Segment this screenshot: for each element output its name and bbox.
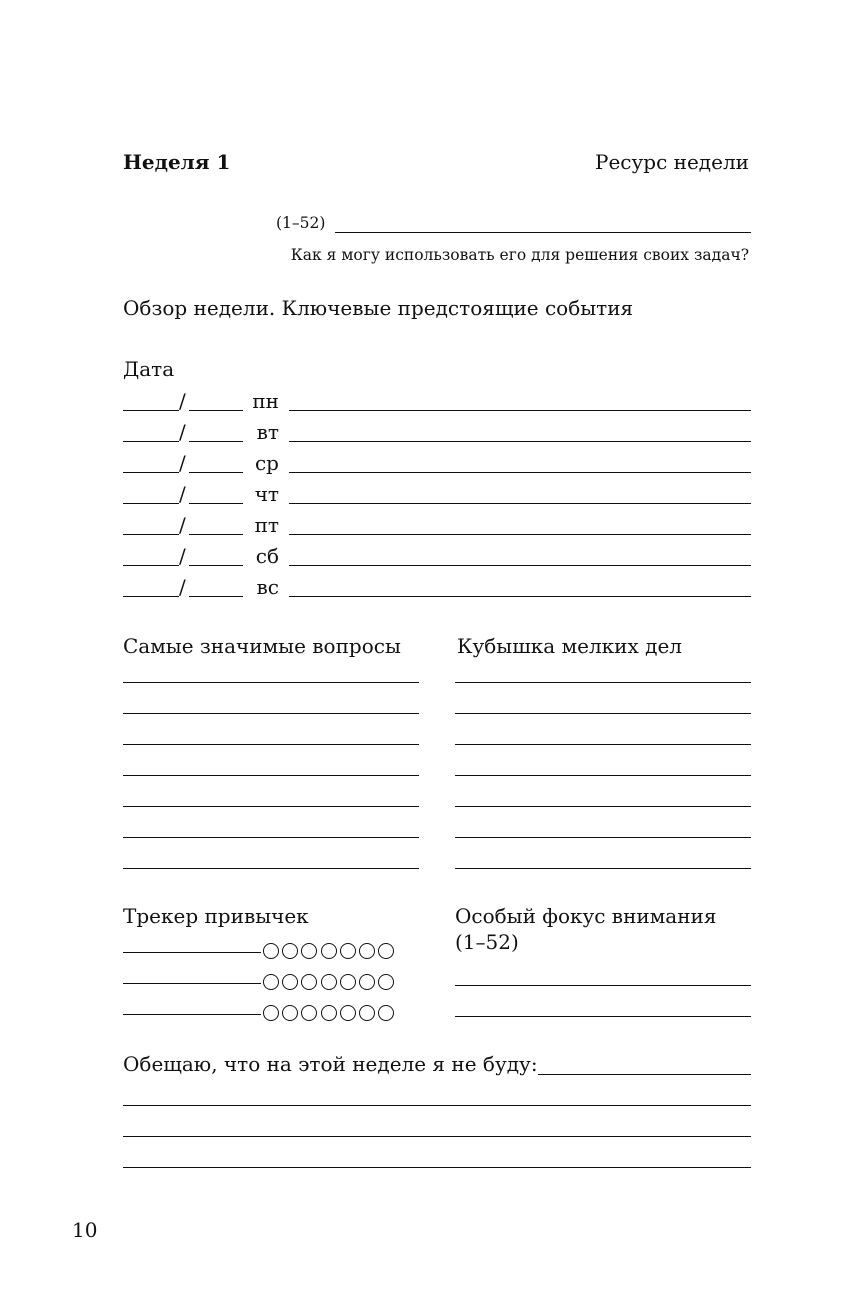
habit-circles <box>263 943 394 959</box>
day-row <box>123 544 751 578</box>
date-day-field[interactable] <box>123 579 179 597</box>
focus-line[interactable] <box>455 1000 751 1017</box>
questions-heading: Самые значимые вопросы <box>123 634 401 658</box>
date-month-field[interactable] <box>189 548 243 566</box>
day-row <box>123 575 751 609</box>
day-row <box>123 451 751 485</box>
date-day-field[interactable] <box>123 486 179 504</box>
date-month-field[interactable] <box>189 517 243 535</box>
date-slash: / <box>179 544 186 568</box>
habit-day-circle[interactable] <box>359 943 375 959</box>
small-task-line[interactable] <box>455 790 751 807</box>
event-line[interactable] <box>289 455 751 473</box>
date-month-field[interactable] <box>189 424 243 442</box>
event-line[interactable] <box>289 393 751 411</box>
habits-heading: Трекер привычек <box>123 904 309 928</box>
habit-day-circle[interactable] <box>340 1005 356 1021</box>
day-row <box>123 420 751 454</box>
habit-day-circle[interactable] <box>359 974 375 990</box>
habit-day-circle[interactable] <box>263 1005 279 1021</box>
resource-input-line[interactable] <box>335 218 751 233</box>
small-task-line[interactable] <box>455 728 751 745</box>
weekday-label: пт <box>254 513 279 537</box>
small-task-line[interactable] <box>455 821 751 838</box>
habit-day-circle[interactable] <box>378 943 394 959</box>
date-slash: / <box>179 575 186 599</box>
question-line[interactable] <box>123 759 419 776</box>
habit-row <box>123 940 420 966</box>
event-line[interactable] <box>289 424 751 442</box>
habit-name-line[interactable] <box>123 1002 261 1015</box>
date-day-field[interactable] <box>123 424 179 442</box>
habit-day-circle[interactable] <box>282 943 298 959</box>
question-line[interactable] <box>123 821 419 838</box>
habit-day-circle[interactable] <box>340 974 356 990</box>
resource-title: Ресурс недели <box>595 150 749 174</box>
date-month-field[interactable] <box>189 579 243 597</box>
page-number: 10 <box>72 1218 98 1242</box>
event-line[interactable] <box>289 579 751 597</box>
habit-day-circle[interactable] <box>282 974 298 990</box>
habit-day-circle[interactable] <box>282 1005 298 1021</box>
weekday-label: вс <box>256 575 279 599</box>
habit-circles <box>263 974 394 990</box>
date-day-field[interactable] <box>123 393 179 411</box>
small-tasks-heading: Кубышка мелких дел <box>457 634 682 658</box>
habit-day-circle[interactable] <box>301 943 317 959</box>
habit-day-circle[interactable] <box>340 943 356 959</box>
habit-day-circle[interactable] <box>301 1005 317 1021</box>
date-slash: / <box>179 389 186 413</box>
event-line[interactable] <box>289 548 751 566</box>
habit-row <box>123 971 420 997</box>
question-line[interactable] <box>123 728 419 745</box>
small-task-line[interactable] <box>455 697 751 714</box>
small-task-line[interactable] <box>455 759 751 776</box>
habit-row <box>123 1002 420 1028</box>
habit-day-circle[interactable] <box>263 943 279 959</box>
weekday-label: сб <box>255 544 279 568</box>
focus-heading-line2: (1–52) <box>455 930 519 954</box>
promise-line[interactable] <box>123 1151 751 1168</box>
date-slash: / <box>179 482 186 506</box>
promise-line[interactable] <box>123 1120 751 1137</box>
habit-name-line[interactable] <box>123 971 261 984</box>
small-task-line[interactable] <box>455 852 751 869</box>
event-line[interactable] <box>289 486 751 504</box>
habit-day-circle[interactable] <box>321 1005 337 1021</box>
resource-range: (1–52) <box>276 214 326 232</box>
day-row <box>123 513 751 547</box>
date-label: Дата <box>123 357 175 381</box>
habit-day-circle[interactable] <box>321 943 337 959</box>
date-day-field[interactable] <box>123 455 179 473</box>
weekday-label: чт <box>254 482 279 506</box>
date-month-field[interactable] <box>189 455 243 473</box>
habit-circles <box>263 1005 394 1021</box>
habit-name-line[interactable] <box>123 940 261 953</box>
question-line[interactable] <box>123 790 419 807</box>
promise-text: Обещаю, что на этой неделе я не буду: <box>123 1052 538 1076</box>
date-slash: / <box>179 513 186 537</box>
date-slash: / <box>179 420 186 444</box>
date-month-field[interactable] <box>189 393 243 411</box>
date-day-field[interactable] <box>123 517 179 535</box>
overview-heading: Обзор недели. Ключевые предстоящие события <box>123 296 634 320</box>
habit-day-circle[interactable] <box>378 1005 394 1021</box>
question-line[interactable] <box>123 666 419 683</box>
weekday-label: ср <box>254 451 279 475</box>
question-line[interactable] <box>123 697 419 714</box>
question-line[interactable] <box>123 852 419 869</box>
resource-question: Как я могу использовать его для решения своих задач? <box>290 246 749 264</box>
date-slash: / <box>179 451 186 475</box>
week-title: Неделя 1 <box>123 150 231 174</box>
habit-day-circle[interactable] <box>301 974 317 990</box>
small-task-line[interactable] <box>455 666 751 683</box>
focus-heading-line1: Особый фокус внимания <box>455 904 717 928</box>
focus-line[interactable] <box>455 969 751 986</box>
weekday-label: вт <box>256 420 279 444</box>
habit-day-circle[interactable] <box>359 1005 375 1021</box>
weekday-label: пн <box>252 389 279 413</box>
date-day-field[interactable] <box>123 548 179 566</box>
day-row <box>123 389 751 423</box>
event-line[interactable] <box>289 517 751 535</box>
promise-inline-line[interactable] <box>538 1058 751 1075</box>
date-month-field[interactable] <box>189 486 243 504</box>
habit-day-circle[interactable] <box>378 974 394 990</box>
habit-day-circle[interactable] <box>321 974 337 990</box>
habit-day-circle[interactable] <box>263 974 279 990</box>
promise-line[interactable] <box>123 1089 751 1106</box>
day-row <box>123 482 751 516</box>
